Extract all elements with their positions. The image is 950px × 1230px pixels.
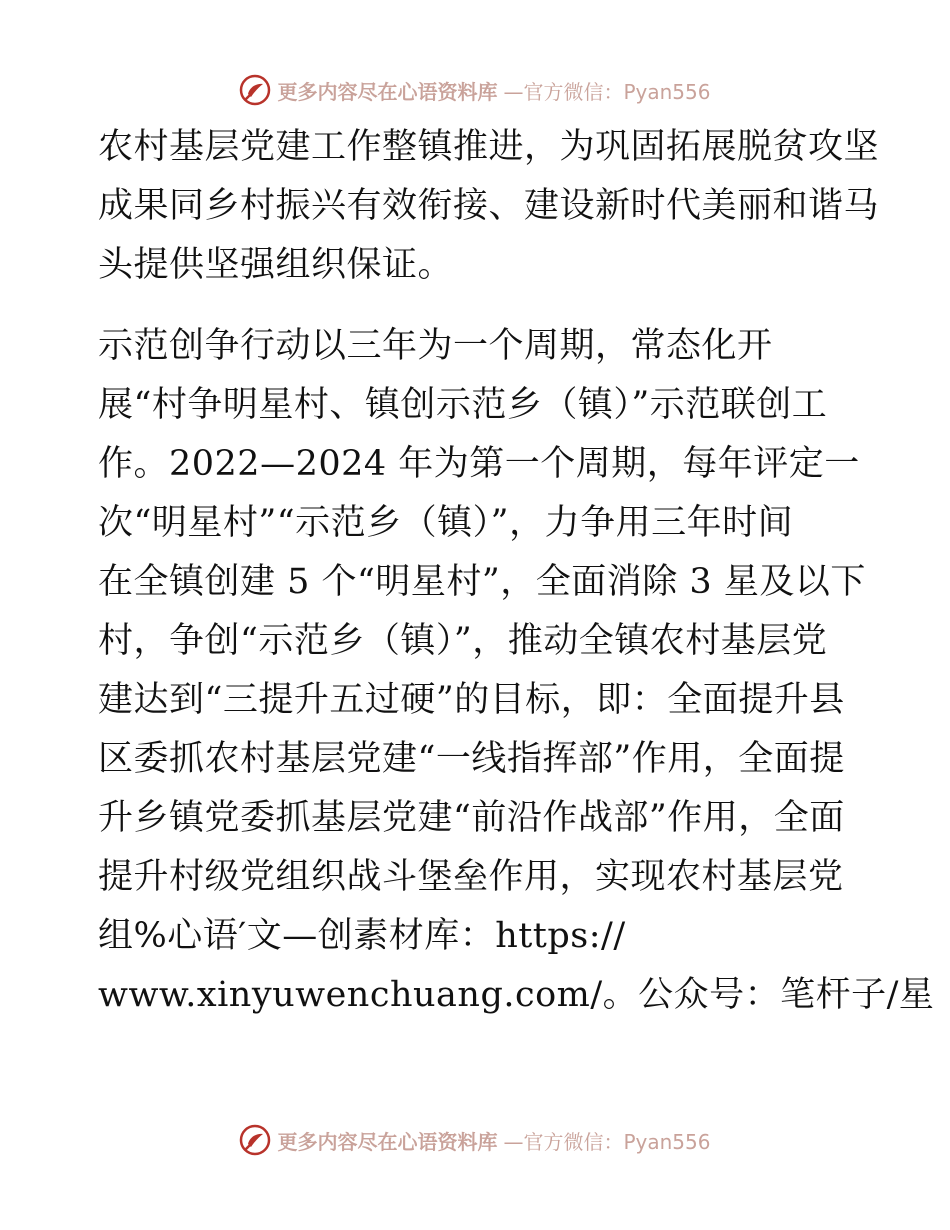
footer-banner-title: 更多内容尽在心语资料库 [277,1129,498,1154]
paragraph-1 [98,118,880,295]
paragraph-line: www.xinyuwenchuang.com/。公众号：笔杆子/星 [98,975,935,1015]
paragraph-line: 升乡镇党委抓基层党建“前沿作战部”作用，全面 [98,798,845,838]
footer-banner-wechat: —官方微信：Pyan556 [503,1129,711,1154]
paragraph-line: 提升村级党组织战斗堡垒作用，实现农村基层党 [98,857,844,897]
paragraph-line: 农村基层党建工作整镇推进，为巩固拓展脱贫攻坚 [98,127,880,167]
paragraph-line: 展“村争明星村、镇创示范乡（镇）”示范联创工 [98,385,828,425]
header-banner [0,70,950,110]
paragraph-2 [98,317,935,1025]
footer-banner [0,1120,950,1160]
paragraph-line: 头提供坚强组织保证。 [98,245,454,285]
paragraph-line: 建达到“三提升五过硬”的目标，即：全面提升县 [98,680,845,720]
paragraph-gap [98,295,858,317]
paragraph-line: 在全镇创建 5 个“明星村”，全面消除 3 星及以下 [98,562,866,602]
paragraph-line: 示范创争行动以三年为一个周期，常态化开 [98,326,773,366]
brand-logo-icon [239,1124,271,1156]
paragraph-line: 成果同乡村振兴有效衔接、建设新时代美丽和谐马 [98,186,880,226]
brand-logo-icon [239,74,271,106]
paragraph-line: 村，争创“示范乡（镇）”，推动全镇农村基层党 [98,621,828,661]
paragraph-line: 区委抓农村基层党建“一线指挥部”作用，全面提 [98,739,845,779]
paragraph-line: 次“明星村”“示范乡（镇）”，力争用三年时间 [98,503,794,543]
paragraph-line: 作。2022—2024 年为第一个周期，每年评定一 [98,444,860,484]
footer-banner-inner [239,1124,710,1156]
header-banner-title: 更多内容尽在心语资料库 [277,79,498,104]
document-body [98,118,935,1025]
paragraph-line: 组%心语′文—创素材库：https:// [98,916,626,956]
header-banner-wechat: —官方微信：Pyan556 [503,79,711,104]
header-banner-inner [239,74,710,106]
